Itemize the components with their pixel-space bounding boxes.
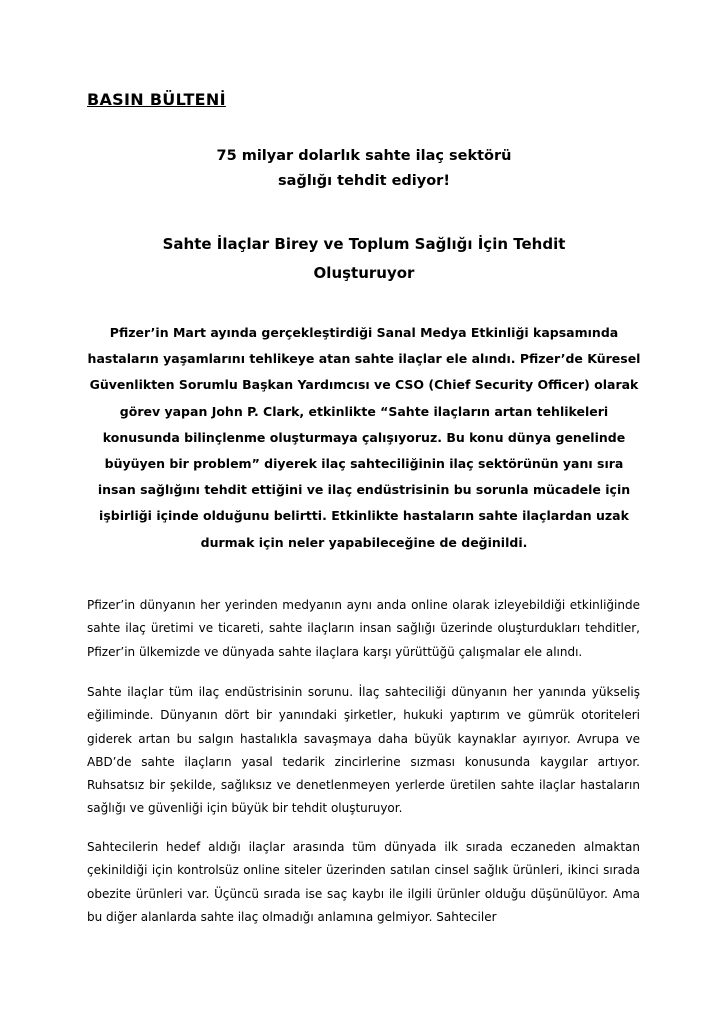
lead-paragraph: Pfizer’in Mart ayında gerçekleştirdiği Sanal Medya Etkinliği kapsamında hastaların yaşamlarını tehlikeye atan sahte ilaçlar ele alındı. Pfizer’de Küresel Güvenlikten Sorumlu Başkan Yardımcısı ve CSO (Chief Security Officer) olarak görev yapan John P. Clark, etkinlikte “Sahte ilaçların artan tehlikeleri konusunda bilinçlenme oluşturmaya çalışıyoruz. Bu konu dünya genelinde büyüyen bir problem” diyerek ilaç sahteciliğinin ilaç sektörünün yanı sıra insan sağlığını tehdit ettiğini ve ilaç endüstrisinin bu sorunla mücadele için işbirliği içinde olduğunu belirtti. Etkinlikte hastaların sahte ilaçlardan uzak durmak için neler yapabileceğine de değinildi.	[87, 325, 641, 550]
press-release-heading: BASIN BÜLTENİ	[87, 90, 226, 109]
headline-line-2: sağlığı tehdit ediyor!	[278, 173, 450, 189]
body-paragraph: Sahtecilerin hedef aldığı ilaçlar arasında tüm dünyada ilk sırada eczaneden almaktan çekinildiği için kontrolsüz online siteler üzerinden satılan cinsel sağlık ürünleri, ikinci sırada obezite ürünleri var. Üçüncü sırada ise saç kaybı ile ilgili ürünler olduğu düşünülüyor. Ama bu diğer alanlarda sahte ilaç olmadığı anlamına gelmiyor. Sahteciler	[87, 840, 640, 924]
subheadline-line-1: Sahte İlaçlar Birey ve Toplum Sağlığı İçin Tehdit	[162, 235, 566, 253]
body-paragraph: Sahte ilaçlar tüm ilaç endüstrisinin sorunu. İlaç sahteciliği dünyanın her yanında yükseliş eğiliminde. Dünyanın dört bir yanındaki şirketler, hukuki yaptırım ve gümrük otoriteleri giderek artan bu salgın hastalıkla savaşmaya daha büyük kaynaklar ayırıyor. Avrupa ve ABD’de sahte ilaçların yasal tedarik zincirlerine sızması konusunda kaygılar artıyor. Ruhsatsız bir şekilde, sağlıksız ve denetlenmeyen yerlerde üretilen sahte ilaçlar hastaların sağlığı ve güvenliği için büyük bir tehdit oluşturuyor.	[87, 685, 640, 816]
body-paragraph: Pfizer’in dünyanın her yerinden medyanın aynı anda online olarak izleyebildiği etkinliğinde sahte ilaç üretimi ve ticareti, sahte ilaçların insan sağlığı üzerinde oluşturdukları tehditler, Pfizer’in ülkemizde ve dünyada sahte ilaçlara karşı yürüttüğü çalışmalar ele alındı.	[87, 598, 640, 659]
headline-line-1: 75 milyar dolarlık sahte ilaç sektörü	[216, 148, 512, 164]
subheadline-line-2: Oluşturuyor	[313, 264, 415, 282]
